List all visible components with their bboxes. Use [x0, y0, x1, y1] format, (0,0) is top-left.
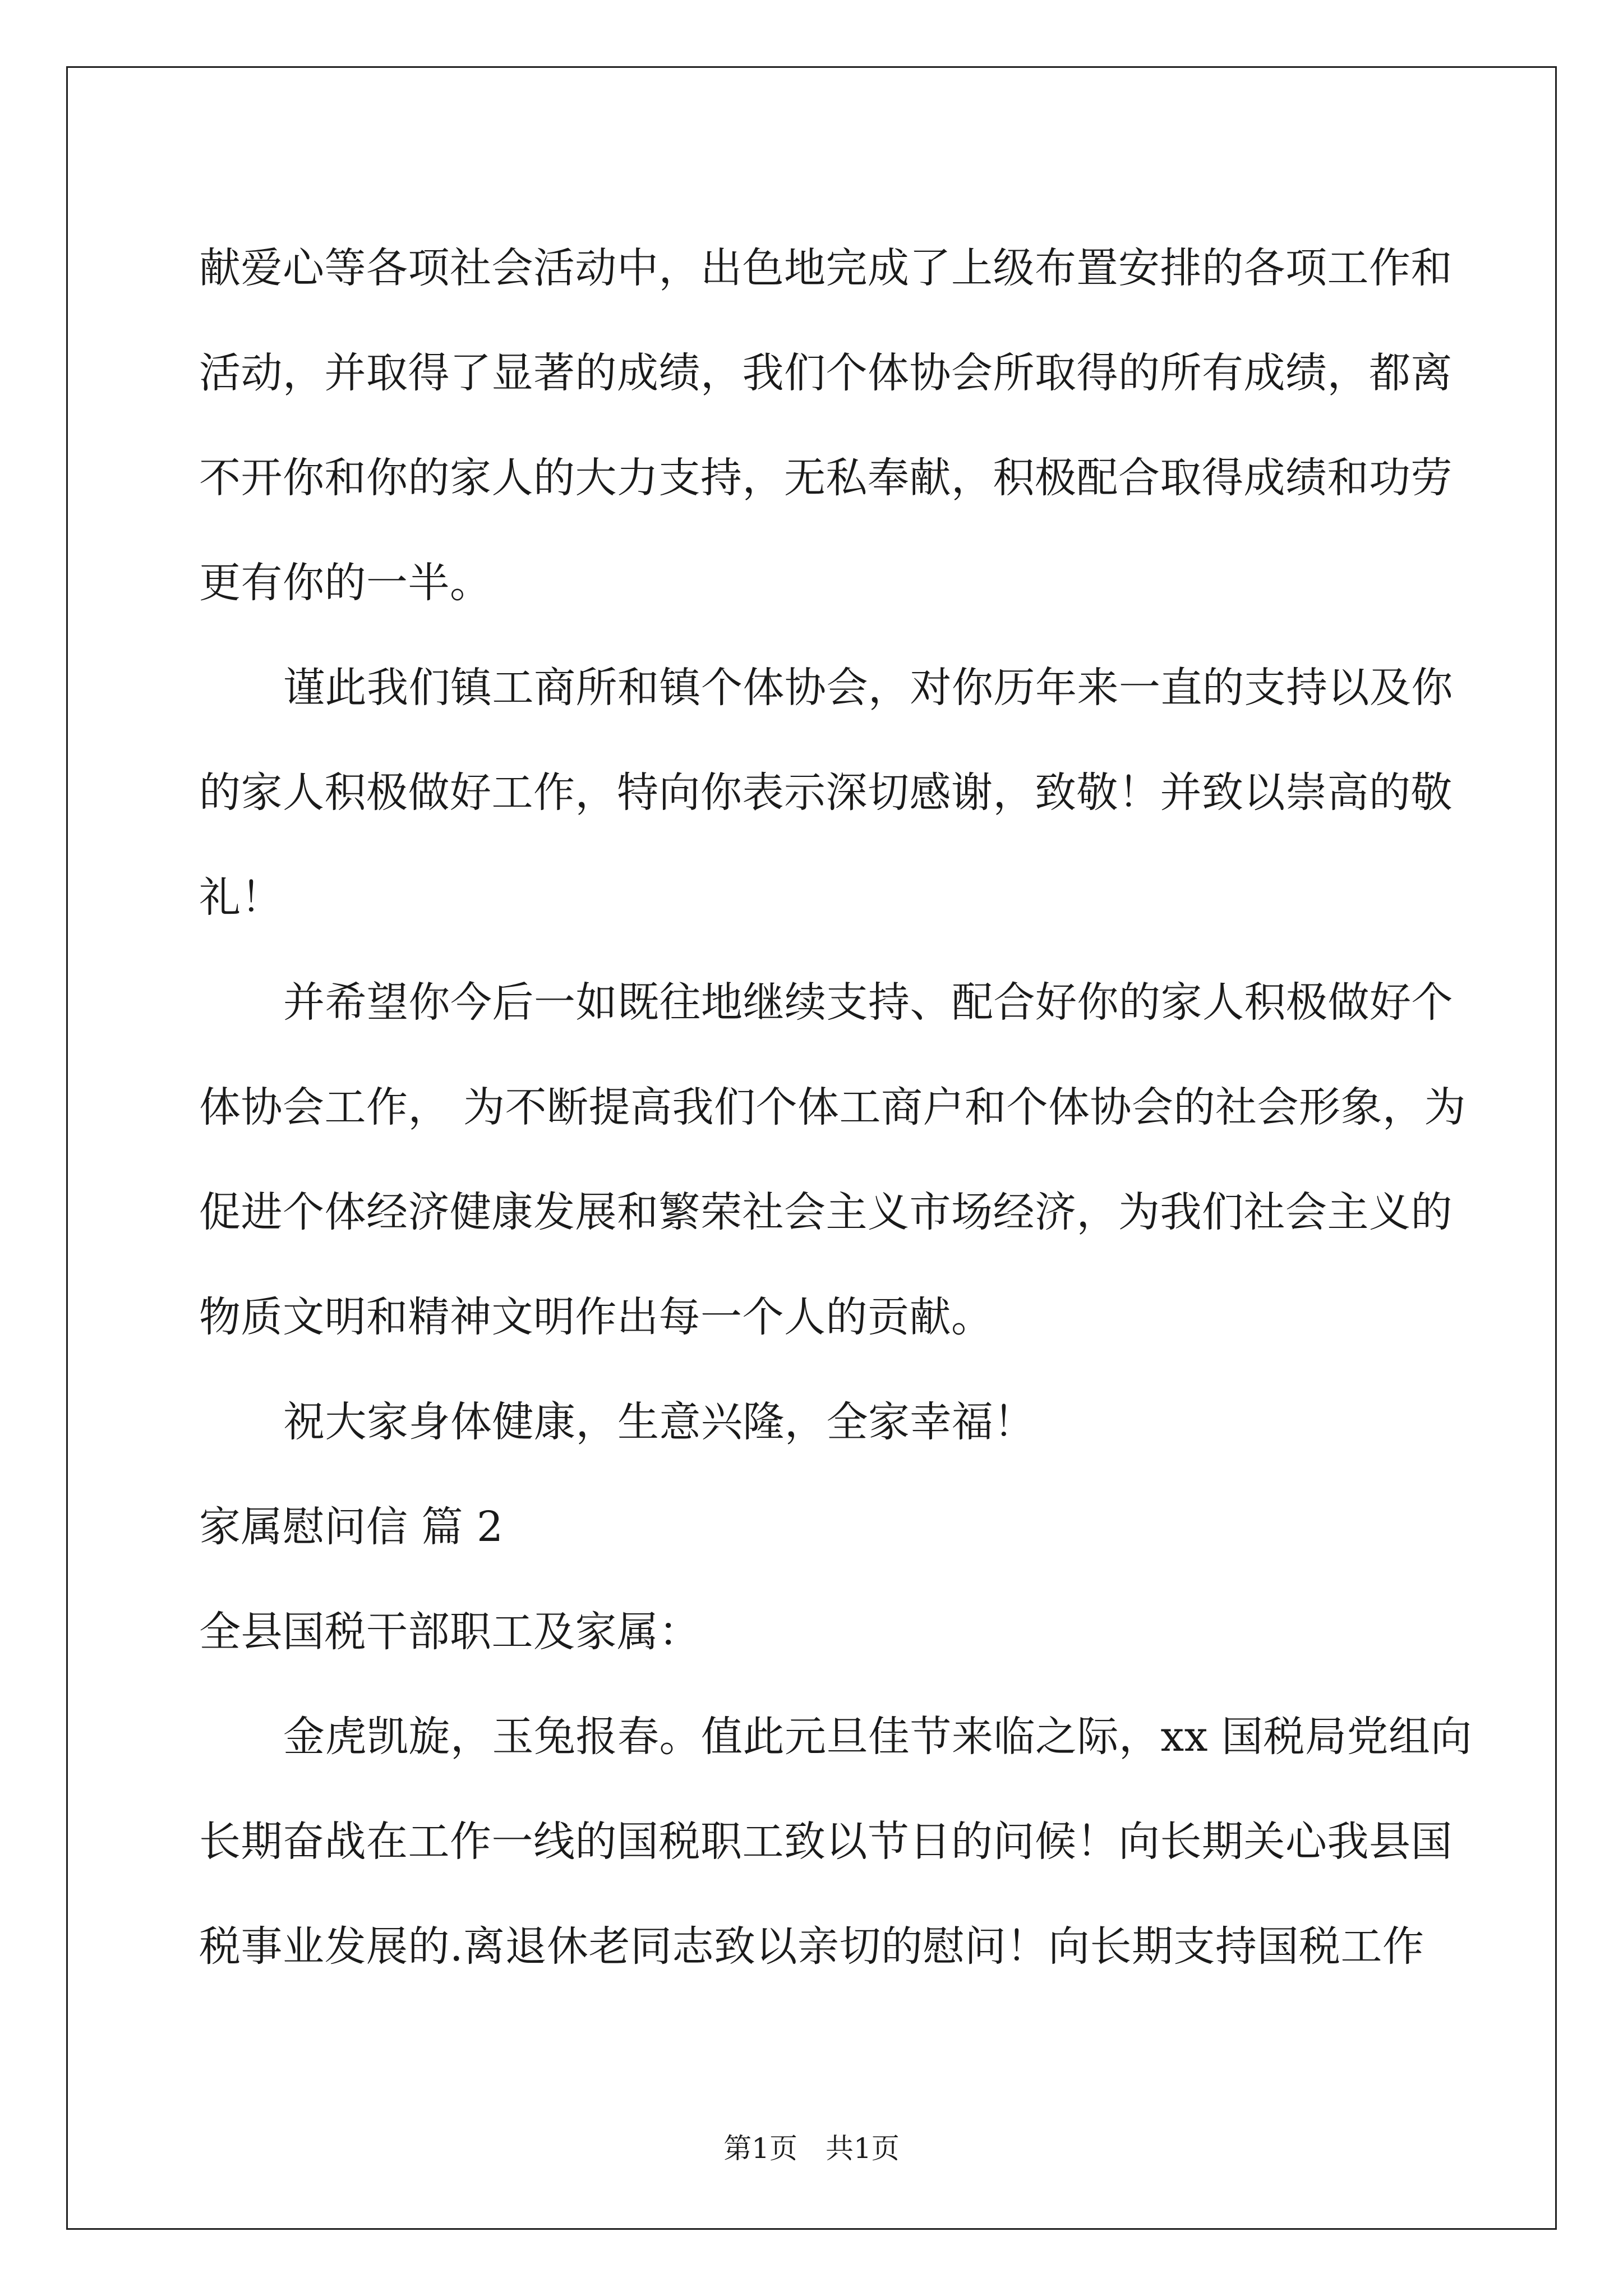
text-line: 祝大家身体健康，生意兴隆，全家幸福！ — [283, 1398, 1035, 1446]
text-line: 并希望你今后一如既往地继续支持、配合好你的家人积极做好个 — [283, 978, 1453, 1027]
text-line: 更有你的一半。 — [199, 559, 492, 607]
text-line: 礼！ — [199, 873, 283, 922]
salutation: 全县国税干部职工及家属： — [199, 1608, 700, 1656]
text-line: 谨此我们镇工商所和镇个体协会，对你历年来一直的支持以及你 — [283, 664, 1453, 712]
text-line: 促进个体经济健康发展和繁荣社会主义市场经济，为我们社会主义的 — [199, 1188, 1453, 1236]
text-line: 金虎凯旋，玉兔报春。值此元旦佳节来临之际，xx 国税局党组向 — [283, 1713, 1472, 1761]
text-line: 长期奋战在工作一线的国税职工致以节日的问候！向长期关心我县国 — [199, 1818, 1453, 1866]
text-line: 物质文明和精神文明作出每一个人的贡献。 — [199, 1293, 993, 1341]
text-line: 的家人积极做好工作，特向你表示深切感谢，致敬！并致以崇高的敬 — [199, 769, 1453, 817]
section-heading: 家属慰问信 篇 2 — [199, 1503, 504, 1551]
text-line: 税事业发展的.离退休老同志致以亲切的慰问！向长期支持国税工作 — [199, 1922, 1424, 1971]
text-line: 活动，并取得了显著的成绩，我们个体协会所取得的所有成绩，都离 — [199, 349, 1453, 397]
page-footer: 第1页 共1页 — [723, 2132, 900, 2165]
text-line: 体协会工作， 为不断提高我们个体工商户和个体协会的社会形象，为 — [199, 1083, 1467, 1131]
document-body — [199, 216, 1472, 1999]
text-line: 献爱心等各项社会活动中，出色地完成了上级布置安排的各项工作和 — [199, 244, 1453, 292]
text-line: 不开你和你的家人的大力支持，无私奉献，积极配合取得成绩和功劳 — [199, 454, 1453, 502]
